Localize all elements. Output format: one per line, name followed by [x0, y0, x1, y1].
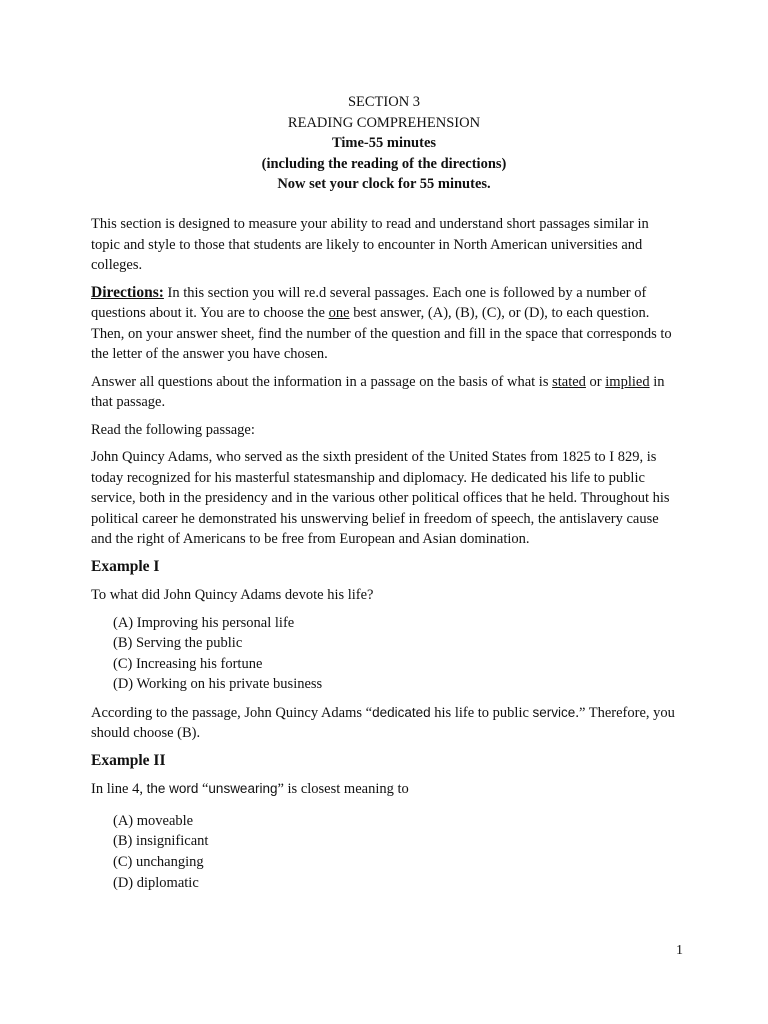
- example-1-question: To what did John Quincy Adams devote his life?: [91, 587, 374, 603]
- option-item: (A) Improving his personal life: [113, 614, 295, 631]
- directions-text-b: best answer, (A), (B), (C), or (D), to each question. Then, on your answer sheet, find the number of the question and fill in the space that corresponds to the letter of the answer you have chosen.: [91, 305, 672, 362]
- answer-note-or: or: [585, 373, 606, 390]
- reading-passage: John Quincy Adams, who served as the sixth president of the United States from 1825 to I 829, is today recognized for his masterful statesmanship and diplomacy. He dedicated his life to public service, both in the presidency and in the various other political offices that he held. Throughout his political career he demonstrated his unswerving belief in freedom of speech, the antislavery cause and the right of Americans to be free from European and Asian domination.: [91, 449, 670, 547]
- directions-label: Directions:: [91, 283, 164, 301]
- question-text-c: “: [198, 781, 209, 798]
- example-2-question: [91, 779, 681, 800]
- section-title: READING COMPREHENSION: [287, 114, 481, 131]
- intro-paragraph: This section is designed to measure your ability to read and understand short passages similar in topic and style to those that students are likely to encounter in North American universities and colleges.: [91, 216, 649, 273]
- question-text-b: the word: [146, 781, 199, 797]
- time-limit: Time-55 minutes: [331, 135, 437, 151]
- answer-note-text-b: in that passage.: [91, 373, 665, 410]
- option-item: (C) unchanging: [113, 854, 204, 871]
- example-1-explanation: [91, 703, 681, 744]
- example-2-options: [113, 811, 681, 893]
- clock-instruction: Now set your clock for 55 minutes.: [277, 176, 491, 192]
- example-2-heading: Example II: [91, 751, 166, 769]
- question-text-a: In line 4,: [91, 781, 147, 798]
- question-word: unswearing: [208, 781, 278, 797]
- page-number: 1: [676, 943, 683, 958]
- option-item: (C) Increasing his fortune: [113, 655, 263, 672]
- explanation-text-c: .” Therefore, you should choose (B).: [91, 704, 675, 742]
- explanation-text-a: According to the passage, John Quincy Adams “: [91, 704, 373, 721]
- directions-emphasis: one: [328, 305, 350, 321]
- section-number: SECTION 3: [347, 94, 421, 110]
- option-item: (B) Serving the public: [113, 635, 243, 652]
- directions-text-a: In this section you will re.d several passages. Each one is followed by a number of questions about it. You are to choose the: [91, 284, 647, 321]
- option-item: (D) Working on his private business: [113, 676, 323, 693]
- example-1-heading: Example I: [91, 557, 160, 575]
- explanation-word: dedicated: [372, 704, 431, 720]
- directions-paragraph: [91, 283, 681, 365]
- explanation-text-b: his life to public: [430, 704, 533, 721]
- option-item: (B) insignificant: [113, 833, 209, 850]
- section-header: [0, 92, 768, 195]
- explanation-word-2: service: [532, 704, 576, 720]
- answer-note-text-a: Answer all questions about the information in a passage on the basis of what is: [91, 373, 553, 390]
- implied-word: implied: [605, 373, 650, 390]
- option-item: (D) diplomatic: [113, 874, 199, 891]
- stated-word: stated: [552, 373, 586, 390]
- answer-note-paragraph: [91, 372, 681, 413]
- document-body: [91, 214, 681, 901]
- time-note: (including the reading of the directions): [261, 155, 507, 172]
- option-item: (A) moveable: [113, 812, 194, 829]
- example-1-options: [113, 613, 681, 695]
- read-prompt: Read the following passage:: [91, 421, 255, 438]
- question-text-d: ” is closest meaning to: [277, 781, 409, 798]
